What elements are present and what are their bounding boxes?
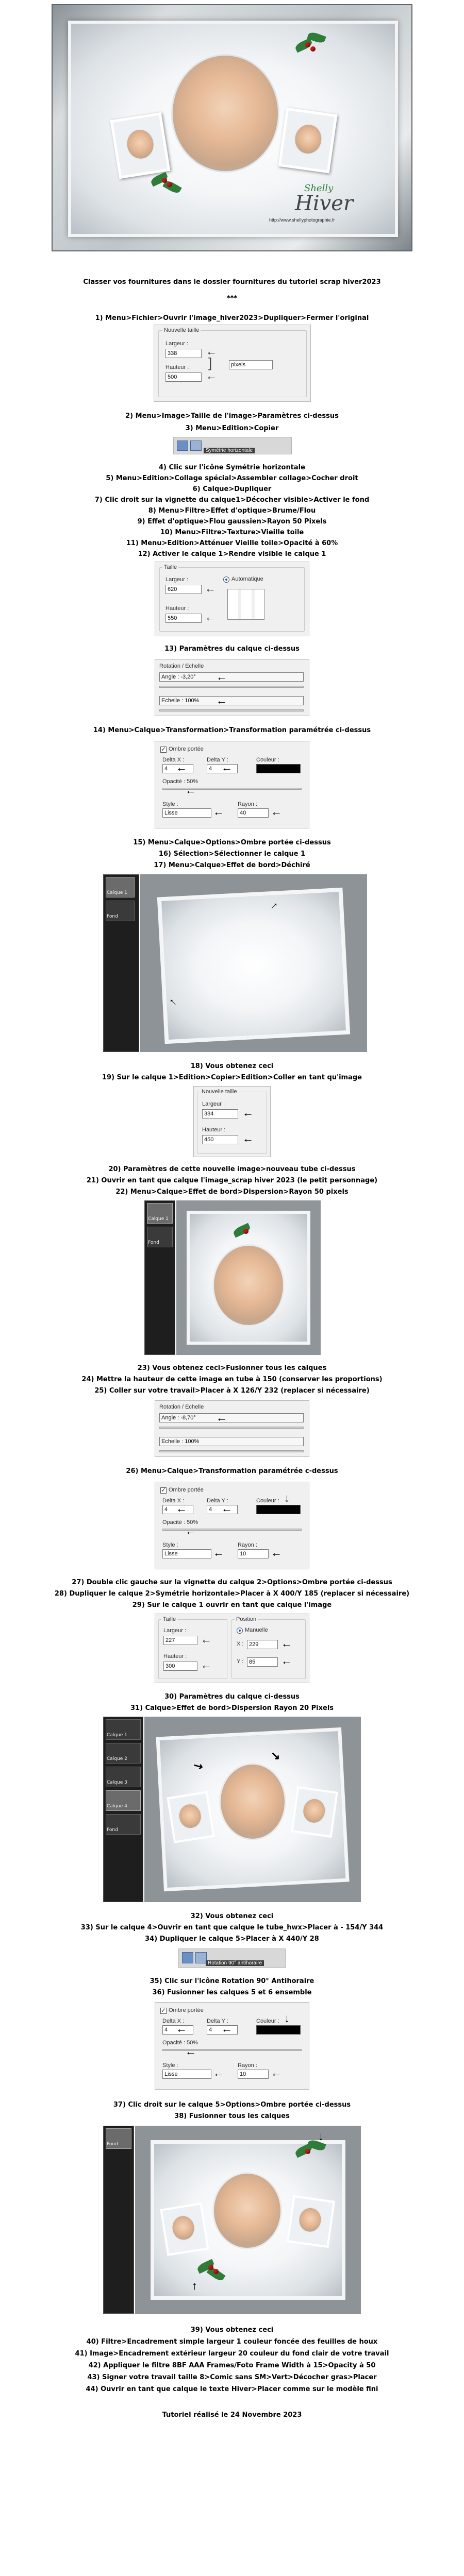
step-21: 21) Ouvrir en tant que calque l'image_scrap hiver 2023 (le petit personnage) — [86, 1177, 378, 1184]
color-label: Couleur : — [256, 1498, 279, 1504]
width-label: Largeur : — [202, 1101, 225, 1107]
new-size-dialog-2 — [193, 1086, 271, 1157]
arrow-icon: ← — [242, 1106, 254, 1119]
footer-date: Tutoriel réalisé le 24 Novembre 2023 — [162, 2411, 302, 2419]
layer-label: Calque 1 — [107, 890, 127, 895]
symmetry-vertical-icon[interactable] — [190, 440, 202, 451]
arrow-icon: ← — [213, 2066, 224, 2079]
size-position-dialog — [155, 1614, 309, 1683]
style-select[interactable]: Lisse — [162, 808, 211, 818]
drop-shadow-dialog-3 — [155, 2002, 309, 2090]
step-37: 37) Clic droit sur le calque 5>Options>Ombre portée ci-dessus — [113, 2101, 351, 2109]
step-19: 19) Sur le calque 1>Edition>Copier>Edition>Coller en tant qu'image — [102, 1074, 362, 1081]
height-field[interactable]: 550 — [165, 614, 202, 623]
arrow-icon: ↘ — [190, 1758, 206, 1774]
layer-label: Calque 3 — [107, 1780, 127, 1785]
arrow-icon: ← — [271, 1546, 282, 1559]
step-36: 36) Fusionner les calques 5 et 6 ensemble — [152, 1989, 312, 1996]
step-27: 27) Double clic gauche sur la vignette du calque 2>Options>Ombre portée ci-dessus — [72, 1579, 392, 1586]
dy-field[interactable]: 4 — [207, 1505, 238, 1514]
style-select[interactable]: Lisse — [162, 1549, 211, 1558]
step-23: 23) Vous obtenez ceci>Fusionner tous les calques — [137, 1364, 327, 1372]
header-small-photo-left — [110, 112, 171, 179]
arrow-icon: ← — [216, 1411, 227, 1424]
arrow-icon: ↘ — [271, 1749, 280, 1762]
color-swatch[interactable] — [256, 1505, 301, 1514]
auto-radio[interactable] — [223, 577, 229, 583]
step-38: 38) Fusionner tous les calques — [174, 2112, 290, 2120]
width-label: Largeur : — [165, 577, 189, 583]
width-field[interactable]: 227 — [163, 1636, 197, 1645]
layer-label: Calque 2 — [107, 1756, 127, 1761]
symmetry-toolbar — [173, 437, 292, 454]
shadow-enable-checkbox[interactable] — [160, 1487, 167, 1494]
opacity-label: Opacité : 50% — [162, 2040, 198, 2046]
anchor-grid[interactable] — [227, 589, 264, 620]
arrow-icon: ← — [176, 761, 187, 774]
arrow-icon: ← — [213, 805, 224, 818]
header-small-photo-right — [278, 108, 337, 174]
dy-field[interactable]: 4 — [207, 764, 238, 773]
opacity-label: Opacité : 50% — [162, 1519, 198, 1526]
result-image-baby-tube — [176, 1200, 321, 1355]
layer-label: Calque 1 — [107, 1733, 127, 1738]
transform-dialog-2 — [155, 1400, 309, 1457]
height-field[interactable]: 300 — [163, 1662, 197, 1671]
result-image-torn — [140, 874, 367, 1052]
radius-field[interactable]: 10 — [238, 2070, 269, 2079]
position-group-label: Position — [235, 1616, 258, 1622]
dialog-title: Rotation / Echelle — [159, 1404, 204, 1410]
shadow-enable-checkbox[interactable] — [160, 747, 167, 753]
drop-shadow-dialog-1 — [155, 741, 309, 828]
step-13: 13) Paramètres du calque ci-dessus — [164, 645, 300, 653]
width-label: Largeur : — [163, 1628, 187, 1634]
link-bracket-icon: ] — [208, 355, 212, 370]
arrow-icon: ← — [221, 2022, 233, 2035]
arrow-icon: ← — [201, 1658, 212, 1671]
rotate-ccw-icon[interactable] — [182, 1952, 193, 1963]
height-label: Hauteur : — [202, 1127, 226, 1133]
arrow-icon: ← — [185, 1524, 196, 1537]
step-9: 9) Effet d'optique>Flou gaussien>Rayon 50 Pixels — [137, 518, 327, 526]
layer-label: Fond — [107, 2142, 118, 2147]
height-field[interactable]: 450 — [202, 1135, 238, 1144]
color-swatch[interactable] — [256, 2025, 301, 2035]
opacity-slider[interactable] — [162, 788, 302, 790]
step-44: 44) Ouvrir en tant que calque le texte Hiver>Placer comme sur le modèle fini — [86, 2385, 378, 2393]
step-12: 12) Activer le calque 1>Rendre visible le calque 1 — [138, 550, 326, 558]
arrow-icon: ← — [206, 345, 217, 358]
layers-panel-1 — [103, 874, 139, 1052]
angle-slider[interactable] — [159, 1427, 304, 1429]
color-label: Couleur : — [256, 757, 279, 763]
color-label: Couleur : — [256, 2018, 279, 2024]
y-label: Y : — [237, 1658, 244, 1665]
step-6: 6) Calque>Dupliquer — [192, 485, 272, 493]
arrow-icon: ← — [221, 761, 233, 774]
dy-label: Delta Y : — [207, 2018, 228, 2024]
dx-field[interactable]: 4 — [162, 1505, 193, 1514]
layer-label: Calque 4 — [107, 1804, 127, 1809]
dy-label: Delta Y : — [207, 1498, 228, 1504]
separator: *** — [226, 295, 238, 302]
radius-label: Rayon : — [238, 801, 257, 807]
step-10: 10) Menu>Filtre>Texture>Vieille toile — [160, 529, 304, 536]
shadow-enable-label: Ombre portée — [169, 1487, 204, 1493]
arrow-icon: ↓ — [284, 2012, 290, 2025]
angle-field[interactable]: Angle : -8,70° — [159, 1413, 304, 1422]
step-5: 5) Menu>Edition>Collage spécial>Assembler collage>Cocher droit — [106, 474, 358, 482]
rotate-toolbar — [178, 1948, 286, 1968]
intro-text: Classer vos fournitures dans le dossier fournitures du tutoriel scrap hiver2023 — [83, 278, 381, 286]
height-field[interactable]: 500 — [165, 372, 202, 382]
step-39: 39) Vous obtenez ceci — [190, 2326, 274, 2334]
dx-label: Delta X : — [162, 757, 185, 763]
arrow-icon: ← — [206, 369, 217, 382]
step-17: 17) Menu>Calque>Effet de bord>Déchiré — [154, 861, 310, 869]
arrow-icon: ← — [205, 582, 216, 595]
header-watermark-line2: Hiver — [295, 192, 354, 215]
color-swatch[interactable] — [256, 764, 301, 773]
style-label: Style : — [162, 801, 178, 807]
y-field[interactable]: 85 — [247, 1657, 278, 1667]
dx-field[interactable]: 4 — [162, 2025, 193, 2035]
arrow-icon: ← — [176, 2022, 187, 2035]
arrow-icon: ← — [242, 1132, 254, 1145]
angle-slider[interactable] — [159, 686, 304, 688]
step-15: 15) Menu>Calque>Options>Ombre portée ci-dessus — [133, 839, 331, 846]
rotate-tooltip: Rotation 90° antihoraire — [206, 1960, 264, 1966]
arrow-icon: ← — [205, 611, 216, 623]
step-42: 42) Appliquer le filtre 8BF AAA Frames/Foto Frame Width à 15>Opacity à 50 — [88, 2362, 376, 2369]
header-url: http://www.shellyphotographie.fr — [269, 217, 335, 223]
shadow-enable-label: Ombre portée — [169, 746, 204, 752]
step-18: 18) Vous obtenez ceci — [190, 1062, 274, 1070]
dialog-title: Nouvelle taille — [162, 327, 201, 333]
style-select[interactable]: Lisse — [162, 2070, 211, 2079]
step-4: 4) Clic sur l'icône Symétrie horizontale — [159, 464, 305, 471]
layers-panel-3 — [103, 1717, 143, 1902]
style-label: Style : — [162, 1542, 178, 1548]
step-43: 43) Signer votre travail taille 8>Comic sans SM>Vert>Décocher gras>Placer — [87, 2374, 377, 2381]
transform-dialog-1 — [155, 659, 309, 716]
layer-label: Fond — [148, 1240, 159, 1245]
layer-label: Calque 1 — [148, 1216, 169, 1222]
result-image-layers-1-4 — [144, 1717, 361, 1902]
step-35: 35) Clic sur l'icône Rotation 90° Antihoraire — [150, 1977, 314, 1985]
header-watermark-line1: Shelly — [304, 183, 334, 194]
arrow-icon: ← — [221, 1502, 233, 1515]
arrow-icon: ← — [271, 805, 282, 818]
auto-label: Automatique — [231, 576, 263, 582]
new-size-dialog-1 — [154, 325, 311, 402]
size-group-label: Taille — [162, 564, 178, 570]
dy-field[interactable]: 4 — [207, 2025, 238, 2035]
shadow-enable-label: Ombre portée — [169, 2007, 204, 2013]
symmetry-tooltip: Symétrie horizontale — [204, 448, 255, 453]
height-label: Hauteur : — [165, 605, 189, 612]
step-1: 1) Menu>Fichier>Ouvrir l'image_hiver2023>Dupliquer>Fermer l'original — [95, 314, 369, 322]
layers-panel-4 — [103, 2126, 134, 2314]
unit-select[interactable]: pixels — [229, 360, 273, 369]
radius-field[interactable]: 40 — [238, 808, 269, 818]
header-baby-portrait — [171, 54, 279, 173]
layer-label: Fond — [107, 914, 118, 919]
width-field[interactable]: 338 — [165, 349, 202, 358]
opacity-slider[interactable] — [162, 2049, 302, 2051]
arrow-icon: ← — [281, 1637, 292, 1650]
dx-field[interactable]: 4 — [162, 764, 193, 773]
scale-slider[interactable] — [159, 709, 304, 711]
size-group-label: Taille — [161, 1616, 177, 1622]
angle-field[interactable]: Angle : -3,20° — [159, 672, 304, 682]
arrow-icon: ↓ — [284, 1492, 290, 1504]
step-25: 25) Coller sur votre travail>Placer à X 126/Y 232 (replacer si nécessaire) — [94, 1387, 370, 1395]
layer-size-dialog — [155, 562, 309, 636]
step-3: 3) Menu>Edition>Copier — [185, 425, 279, 432]
scale-field[interactable]: Echelle : 100% — [159, 696, 304, 705]
arrow-icon: ← — [165, 992, 183, 1010]
result-image-final-layers — [135, 2126, 361, 2314]
manual-radio[interactable] — [237, 1628, 243, 1634]
arrow-icon: ↓ — [318, 2130, 324, 2143]
step-16: 16) Sélection>Sélectionner le calque 1 — [158, 850, 306, 858]
step-29: 29) Sur le calque 1 ouvrir en tant que calque l'image — [132, 1601, 332, 1609]
opacity-slider[interactable] — [162, 1529, 302, 1531]
manual-label: Manuelle — [245, 1627, 268, 1633]
step-34: 34) Dupliquer le calque 5>Placer à X 440/Y 28 — [145, 1935, 319, 1943]
step-20: 20) Paramètres de cette nouvelle image>nouveau tube ci-dessus — [108, 1165, 356, 1173]
header-artwork — [52, 4, 412, 251]
step-26: 26) Menu>Calque>Transformation paramétrée c-dessus — [126, 1467, 338, 1475]
step-30: 30) Paramètres du calque ci-dessus — [164, 1693, 300, 1701]
symmetry-horizontal-icon[interactable] — [177, 440, 188, 451]
dx-label: Delta X : — [162, 2018, 185, 2024]
dialog-title: Nouvelle taille — [200, 1089, 238, 1095]
step-22: 22) Menu>Calque>Effet de bord>Dispersion>Rayon 50 pixels — [115, 1188, 349, 1196]
step-33: 33) Sur le calque 4>Ouvrir en tant que calque le tube_hwx>Placer à - 154/Y 344 — [80, 1924, 384, 1931]
drop-shadow-dialog-2 — [155, 1482, 309, 1569]
step-32: 32) Vous obtenez ceci — [190, 1912, 274, 1920]
step-31: 31) Calque>Effet de bord>Dispersion Rayon 20 Pixels — [130, 1704, 334, 1712]
opacity-label: Opacité : 50% — [162, 778, 198, 785]
arrow-icon: ↑ — [192, 2279, 197, 2292]
rotate-cw-icon[interactable] — [195, 1952, 207, 1963]
height-label: Hauteur : — [163, 1653, 187, 1659]
radius-field[interactable]: 10 — [238, 1549, 269, 1558]
width-field[interactable]: 384 — [202, 1109, 238, 1118]
scale-field[interactable]: Echelle : 100% — [159, 1437, 304, 1446]
step-8: 8) Menu>Filtre>Effet d'optique>Brume/Flou — [148, 507, 316, 515]
step-14: 14) Menu>Calque>Transformation>Transformation paramétrée ci-dessus — [93, 726, 371, 734]
arrow-icon: ← — [216, 694, 227, 707]
step-7: 7) Clic droit sur la vignette du calque1>Décocher visible>Activer le fond — [94, 496, 370, 504]
arrow-icon: ← — [281, 1654, 292, 1667]
scale-slider[interactable] — [159, 1450, 304, 1452]
step-40: 40) Filtre>Encadrement simple largeur 1 couleur foncée des feuilles de houx — [86, 2338, 378, 2346]
layers-panel-2 — [144, 1200, 175, 1355]
dy-label: Delta Y : — [207, 757, 228, 763]
arrow-icon: ← — [213, 1546, 224, 1559]
shadow-enable-checkbox[interactable] — [160, 2008, 167, 2014]
step-41: 41) Image>Encadrement extérieur largeur 20 couleur du fond clair de votre travail — [75, 2350, 389, 2358]
height-label: Hauteur : — [165, 364, 189, 370]
arrow-icon: ← — [185, 784, 196, 796]
radius-label: Rayon : — [238, 2062, 257, 2069]
arrow-icon: ↑ — [268, 899, 281, 912]
step-24: 24) Mettre la hauteur de cette image en tube à 150 (conserver les proportions) — [81, 1376, 383, 1383]
arrow-icon: ← — [216, 670, 227, 683]
arrow-icon: ← — [176, 1502, 187, 1515]
x-label: X : — [237, 1641, 244, 1647]
arrow-icon: ← — [271, 2066, 282, 2079]
dx-label: Delta X : — [162, 1498, 185, 1504]
width-label: Largeur : — [165, 341, 189, 347]
style-label: Style : — [162, 2062, 178, 2069]
radius-label: Rayon : — [238, 1542, 257, 1548]
arrow-icon: ← — [201, 1633, 212, 1646]
width-field[interactable]: 620 — [165, 585, 202, 594]
dialog-title: Rotation / Echelle — [159, 663, 204, 669]
x-field[interactable]: 229 — [247, 1640, 278, 1649]
step-11: 11) Menu>Edition>Atténuer Vieille toile>Opacité à 60% — [126, 539, 338, 547]
step-2: 2) Menu>Image>Taille de l'image>Paramètres ci-dessus — [125, 412, 339, 420]
layer-label: Fond — [107, 1827, 118, 1833]
arrow-icon: ← — [185, 2045, 196, 2058]
step-28: 28) Dupliquer le calque 2>Symétrie horizontale>Placer à X 400/Y 185 (replacer si nécessaire) — [54, 1590, 410, 1598]
